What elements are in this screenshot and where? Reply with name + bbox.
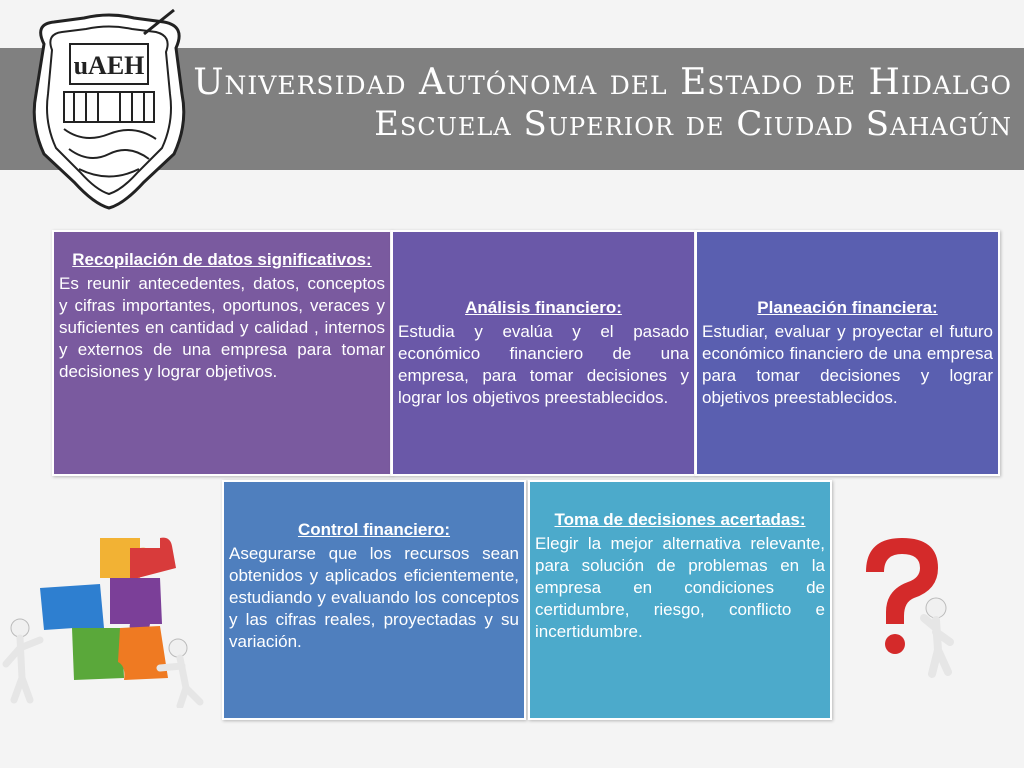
card-body: Elegir la mejor alternativa relevante, para solución de problemas en la empresa en condiciones de certidumbre, riesgo, conflicto e incertidumbre. — [535, 534, 825, 641]
question-mark-person-icon — [852, 532, 962, 680]
university-name: Universidad Autónoma del Estado de Hidalgo — [193, 62, 1012, 103]
card-planeacion — [695, 230, 1000, 476]
card-body: Estudia y evalúa y el pasado económico financiero de una empresa, para tomar decisiones y lograr los objetivos preestablecidos. — [398, 321, 689, 407]
logo-lettering: uAEH — [73, 51, 145, 80]
card-body: Asegurarse que los recursos sean obtenidos y aplicados eficientemente, estudiando y evaluando los conceptos y las cifras reales, proyectadas y su variación. — [229, 544, 519, 651]
card-control — [222, 480, 526, 720]
card-analisis — [391, 230, 696, 476]
card-body: Estudiar, evaluar y proyectar el futuro económico financiero de una empresa para tomar decisiones y lograr objetivos preestablecidos. — [702, 321, 993, 407]
card-body: Es reunir antecedentes, datos, conceptos y cifras importantes, oportunos, veraces y suficientes en cantidad y calidad , internos y externos de una empresa para tomar decisiones y lograr objetivos. — [59, 274, 385, 381]
school-name: Escuela Superior de Ciudad Sahagún — [374, 104, 1012, 144]
card-title: Toma de decisiones acertadas: — [554, 510, 806, 529]
uaeh-seal-logo — [24, 4, 194, 219]
card-title: Control financiero: — [297, 520, 451, 539]
card-title: Recopilación de datos significativos: — [72, 250, 372, 269]
card-recopilacion — [52, 230, 392, 476]
card-title: Análisis financiero: — [465, 297, 622, 317]
card-toma-decisiones — [528, 480, 832, 720]
card-title: Planeación financiera: — [757, 297, 938, 317]
puzzle-pieces-people-icon — [0, 528, 222, 708]
